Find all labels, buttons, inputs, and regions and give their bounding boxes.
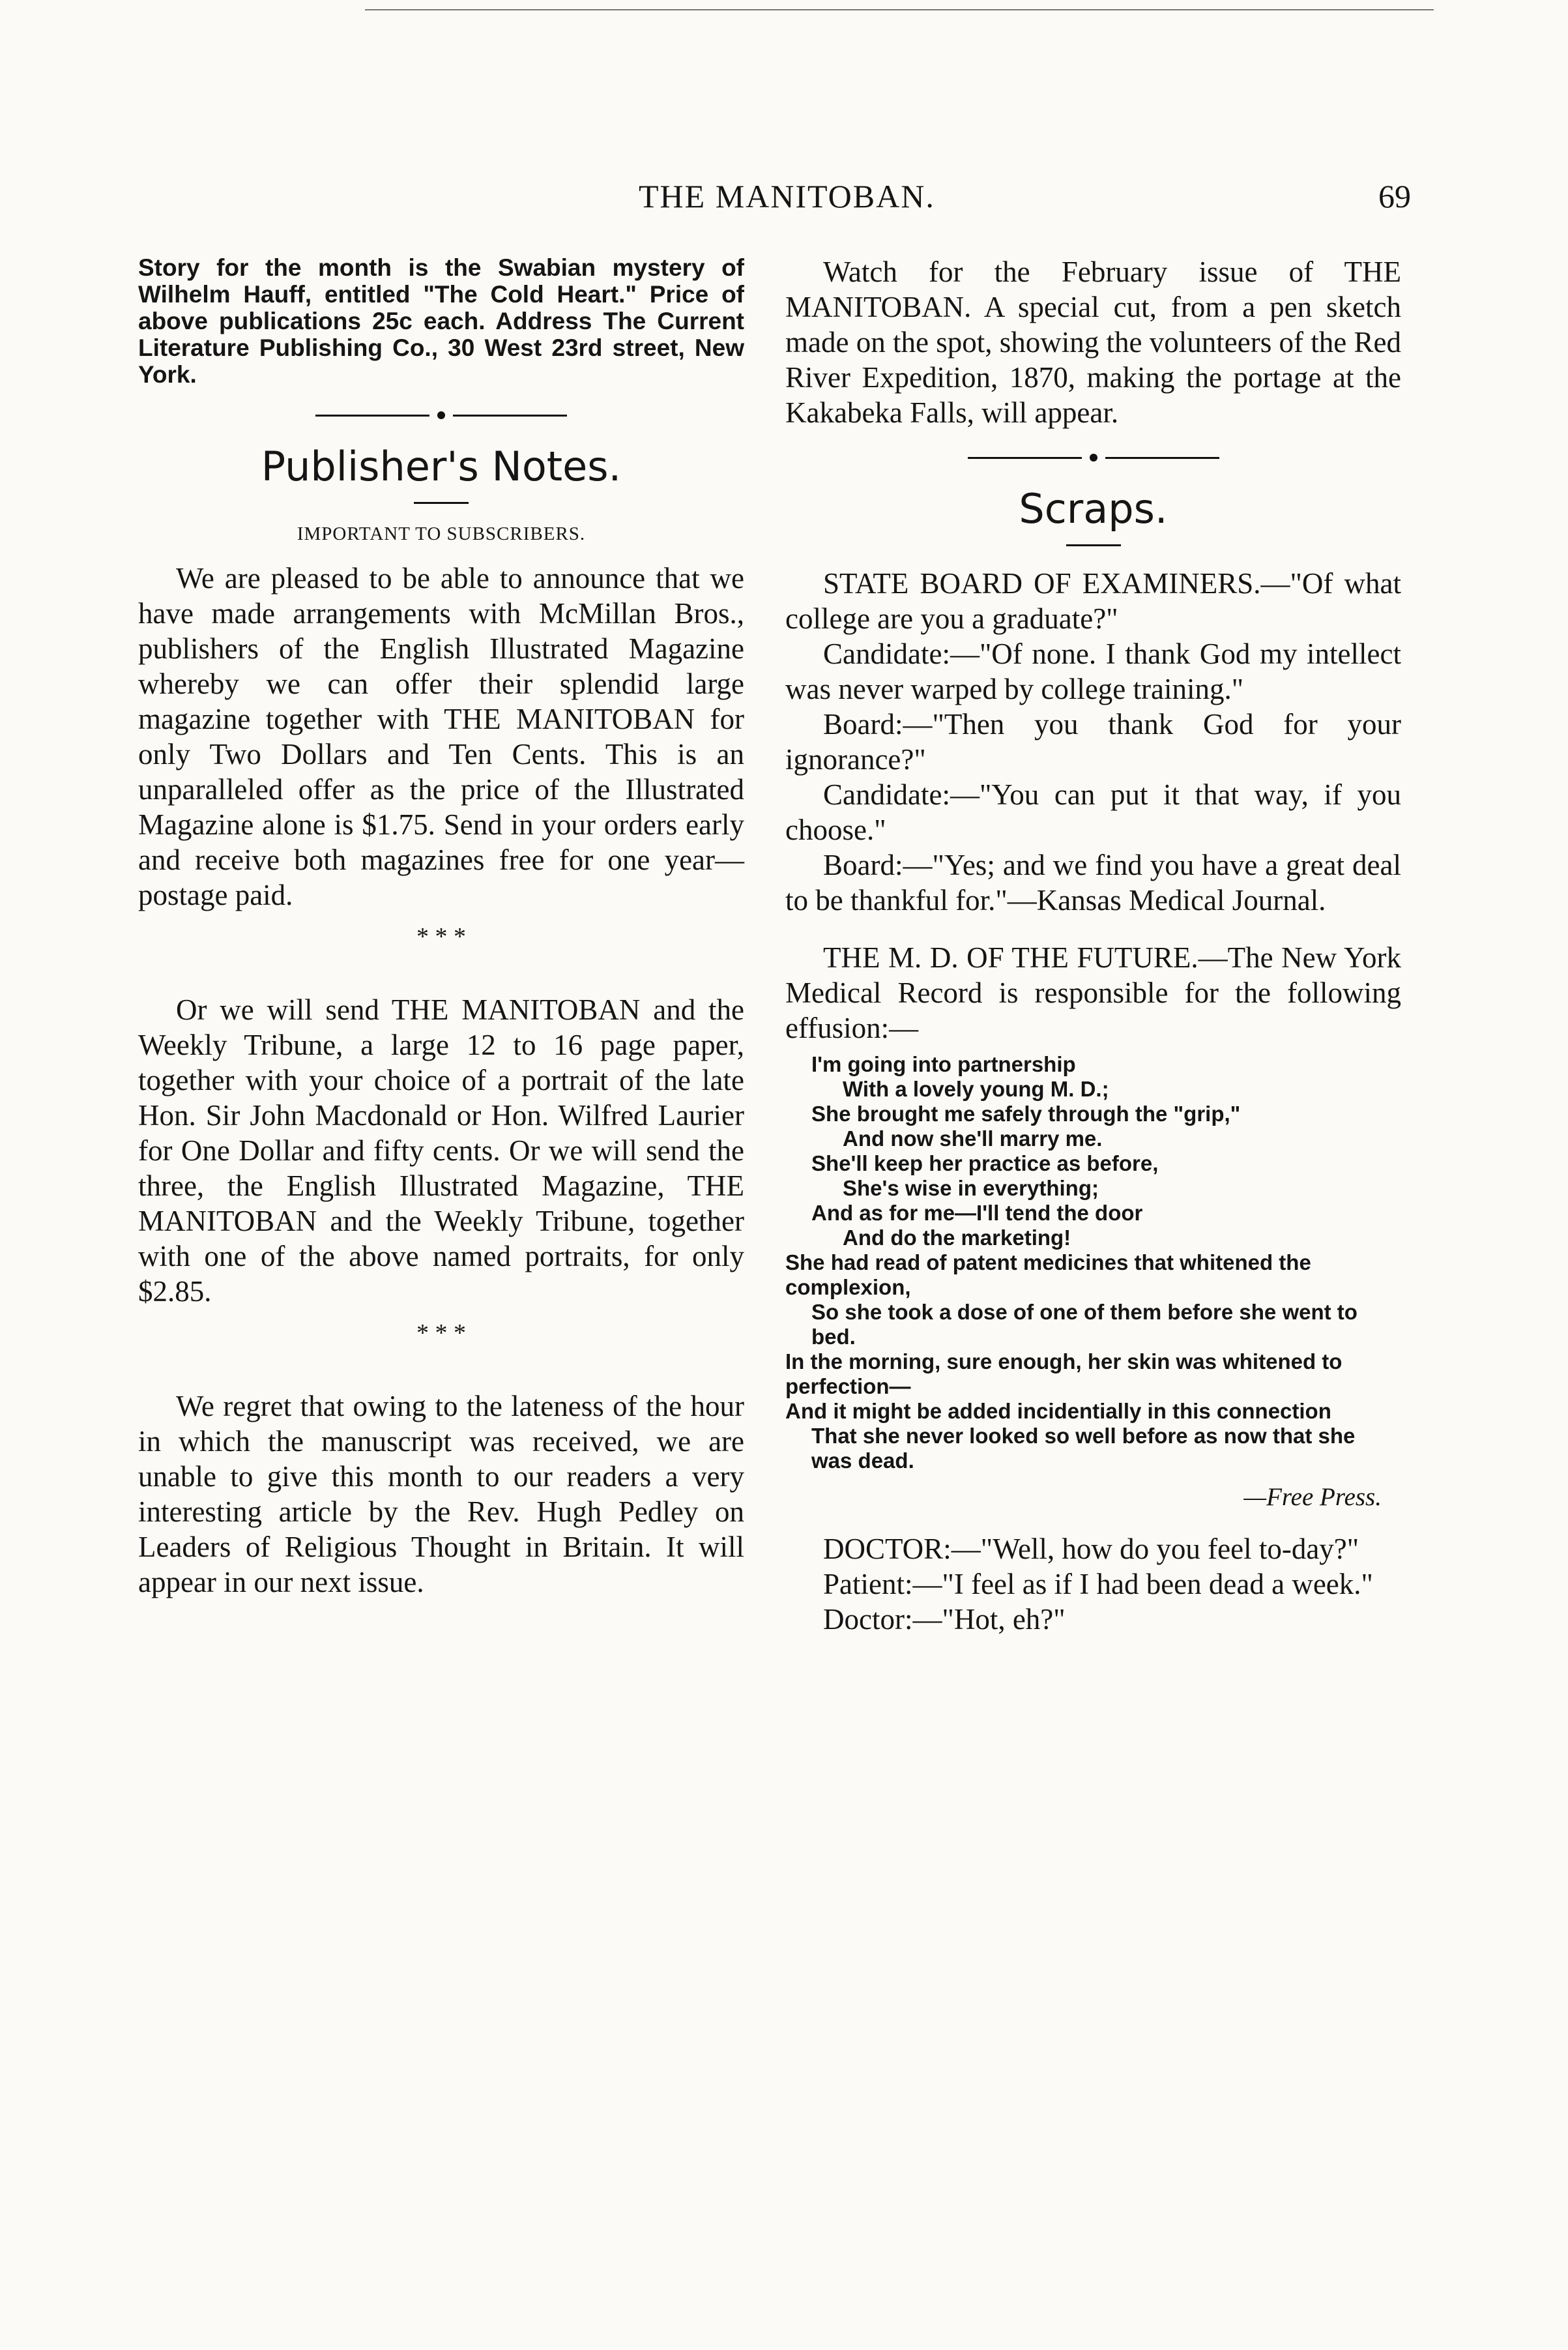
scrap-line: Candidate:—"Of none. I thank God my intellect was never warped by college training." — [785, 638, 1401, 705]
poem-line: With a lovely young M. D.; — [843, 1077, 1109, 1101]
poem-line: She's wise in everything; — [843, 1176, 1099, 1200]
dialogue-line: Patient:—"I feel as if I had been dead a week." — [823, 1568, 1373, 1600]
left-column — [138, 254, 744, 1600]
poem-line: And as for me—I'll tend the door — [811, 1201, 1143, 1225]
tribune-paragraph: Or we will send THE MANITOBAN and the Weekly Tribune, a large 12 to 16 page paper, together with your choice of a portrait of the late Hon. Sir John Macdonald or Hon. Wilfred Laurier for One Dollar and fifty cents. Or we will send the three, the English Illustrated Magazine, THE MANITOBAN and the Weekly Tribune, together with one of the above named portraits, for only $2.85. — [138, 993, 744, 1308]
poem-line: That she never looked so well before as now that she was dead. — [811, 1424, 1356, 1473]
heading-rule — [1066, 544, 1121, 546]
intro-paragraph: Story for the month is the Swabian mystery of Wilhelm Hauff, entitled "The Cold Heart." Price of above publications 25c each. Address The Current Literature Publishing Co., 30 West 23rd street, New York. — [138, 254, 744, 388]
top-rule — [365, 9, 1434, 10]
offer-paragraph: We are pleased to be able to announce that we have made arrangements with McMillan Bros., publishers of the English Illustrated Magazine whereby we can offer their splendid large magazine together with THE MANITOBAN for only Two Dollars and Ten Cents. This is an unparalleled offer as the price of the Illustrated Magazine alone is $1.75. Send in your orders early and receive both magazines free for one year—postage paid. — [138, 562, 744, 911]
scrap-line: Board:—"Yes; and we find you have a great deal to be thankful for."—Kansas Medical Journal. — [785, 849, 1401, 917]
dialogue-line: DOCTOR:—"Well, how do you feel to-day?" — [823, 1533, 1359, 1565]
poem-line: She'll keep her practice as before, — [811, 1151, 1159, 1175]
poem-line: And it might be added incidentially in this connection — [785, 1399, 1331, 1423]
poem-line: In the morning, sure enough, her skin was whitened to perfection— — [785, 1349, 1343, 1398]
regret-paragraph: We regret that owing to the lateness of the hour in which the manuscript was received, we are unable to give this month to our readers a very interesting article by the Rev. Hugh Pedley on Leaders of Religious Thought in Britain. It will appear in our next issue. — [138, 1390, 744, 1598]
page-number: 69 — [1378, 178, 1411, 214]
publishers-notes-heading: Publisher's Notes. — [261, 443, 622, 490]
heading-rule — [414, 502, 469, 504]
subheading: IMPORTANT TO SUBSCRIBERS. — [297, 523, 586, 544]
scrap-line: Candidate:—"You can put it that way, if you choose." — [785, 778, 1401, 846]
poem-line: She had read of patent medicines that whitened the complexion, — [785, 1250, 1311, 1299]
poem-line: And do the marketing! — [843, 1226, 1071, 1250]
md-intro: THE M. D. OF THE FUTURE.—The New York Medical Record is responsible for the following effusion:— — [785, 941, 1401, 1044]
ornament-divider — [785, 454, 1401, 462]
poem-line: And now she'll marry me. — [843, 1126, 1103, 1151]
running-title: THE MANITOBAN. — [639, 178, 935, 214]
poem-line: I'm going into partnership — [811, 1052, 1076, 1076]
poem-attribution: —Free Press. — [1243, 1483, 1382, 1511]
scrap-line: STATE BOARD OF EXAMINERS.—"Of what college are you a graduate?" — [785, 567, 1401, 635]
dialogue-line: Doctor:—"Hot, eh?" — [823, 1603, 1066, 1636]
page-header — [0, 177, 1568, 229]
scrap-line: Board:—"Then you thank God for your ignorance?" — [785, 708, 1401, 776]
poem — [785, 1052, 1401, 1473]
asterism: * * * — [416, 923, 466, 950]
scraps-heading: Scraps. — [1019, 485, 1168, 533]
watch-paragraph: Watch for the February issue of THE MANITOBAN. A special cut, from a pen sketch made on the spot, showing the volunteers of the Red River Expedition, 1870, making the portage at the Kakabeka Falls, will appear. — [785, 256, 1401, 429]
ornament-divider — [138, 411, 744, 419]
poem-line: So she took a dose of one of them before she went to bed. — [811, 1300, 1357, 1349]
asterism: * * * — [416, 1319, 466, 1347]
poem-line: She brought me safely through the "grip," — [811, 1102, 1241, 1126]
right-column — [785, 254, 1401, 1637]
